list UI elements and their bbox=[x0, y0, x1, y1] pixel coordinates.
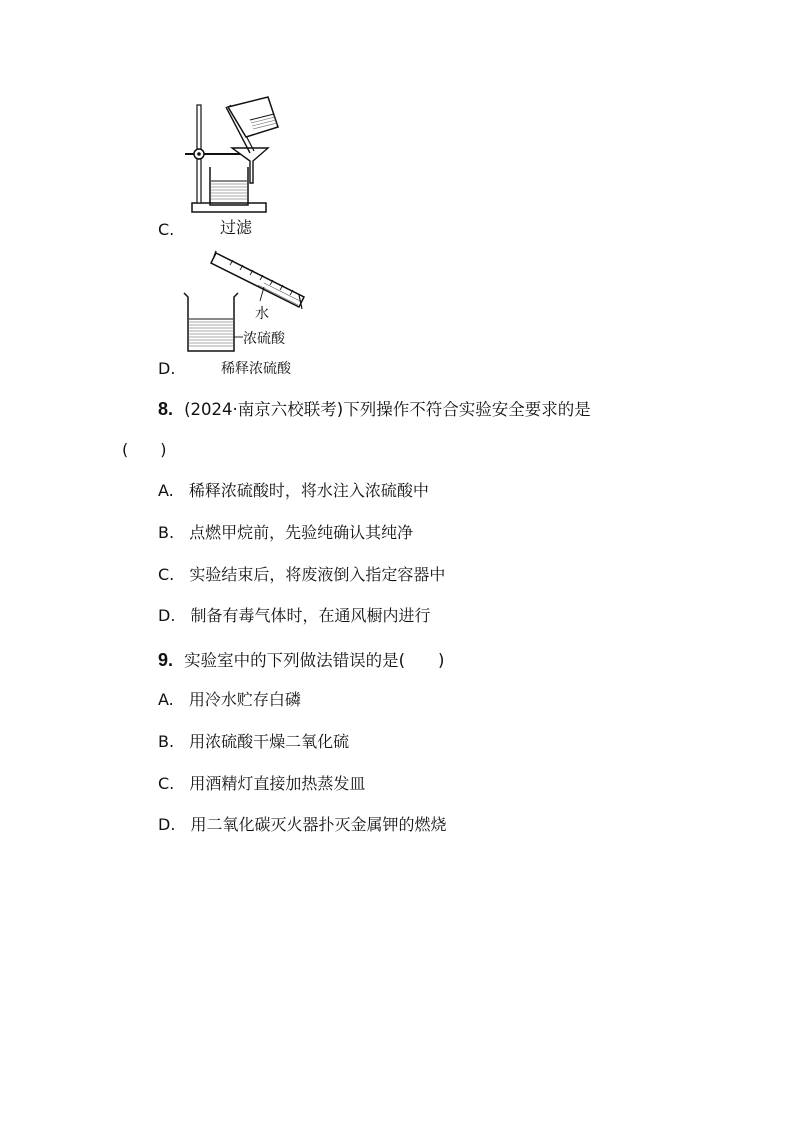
question-9-option-b[interactable] bbox=[158, 731, 349, 753]
question-8-option-d[interactable] bbox=[158, 605, 431, 627]
option-letter: D. bbox=[158, 606, 176, 625]
option-letter: A. bbox=[158, 481, 174, 500]
option-letter: B. bbox=[158, 732, 175, 751]
option-text: 点燃甲烷前，先验纯确认其纯净 bbox=[189, 523, 414, 542]
question-9-stem: 实验室中的下列做法错误的是( ) bbox=[184, 651, 445, 670]
figure-d-caption: 稀释浓硫酸 bbox=[221, 361, 291, 377]
filtration-diagram bbox=[180, 95, 310, 220]
option-text: 用冷水贮存白磷 bbox=[188, 690, 301, 709]
option-letter: D. bbox=[158, 815, 176, 834]
water-label: 水 bbox=[255, 306, 269, 322]
question-9-number: 9. bbox=[158, 650, 174, 670]
question-8-stem: (2024·南京六校联考)下列操作不符合实验安全要求的是 bbox=[184, 400, 591, 419]
acid-label: 浓硫酸 bbox=[243, 331, 285, 347]
option-letter: B. bbox=[158, 523, 175, 542]
question-9-option-a[interactable] bbox=[158, 689, 301, 711]
option-text: 实验结束后，将废液倒入指定容器中 bbox=[189, 565, 446, 584]
option-text: 制备有毒气体时，在通风橱内进行 bbox=[190, 606, 431, 625]
figure-d-option-letter: D. bbox=[158, 359, 176, 378]
option-letter: C. bbox=[158, 774, 175, 793]
question-9-option-d[interactable] bbox=[158, 814, 447, 836]
option-letter: C. bbox=[158, 565, 175, 584]
question-8-option-c[interactable] bbox=[158, 564, 445, 586]
question-8-option-b[interactable] bbox=[158, 522, 413, 544]
option-letter: A. bbox=[158, 690, 174, 709]
figure-c-caption: 过滤 bbox=[220, 218, 253, 237]
option-text: 用酒精灯直接加热蒸发皿 bbox=[189, 774, 366, 793]
question-8-number: 8. bbox=[158, 399, 174, 419]
question-8 bbox=[158, 396, 591, 420]
question-9-option-c[interactable] bbox=[158, 773, 365, 795]
question-8-option-a[interactable] bbox=[158, 480, 429, 502]
option-text: 稀释浓硫酸时，将水注入浓硫酸中 bbox=[188, 481, 429, 500]
question-9 bbox=[158, 647, 444, 671]
option-text: 用浓硫酸干燥二氧化硫 bbox=[189, 732, 350, 751]
option-text: 用二氧化碳灭火器扑灭金属钾的燃烧 bbox=[190, 815, 447, 834]
figure-c-option-letter: C. bbox=[158, 220, 175, 239]
question-8-answer-blank: ( ) bbox=[122, 440, 167, 459]
